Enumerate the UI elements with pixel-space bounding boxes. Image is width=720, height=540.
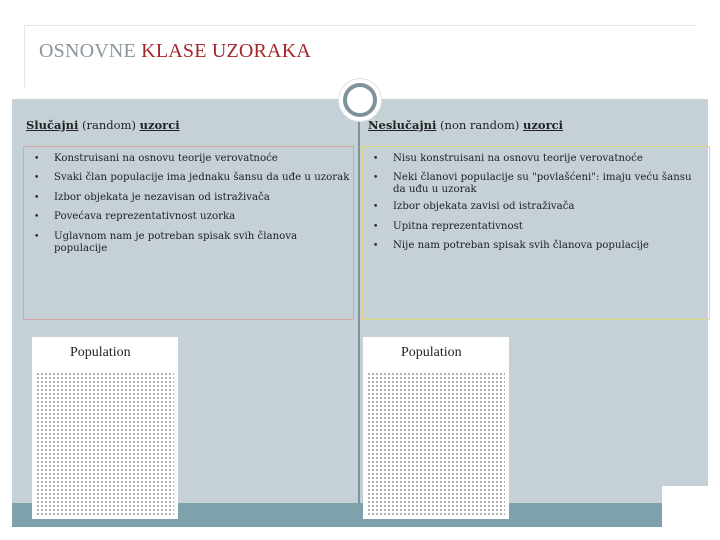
bullet-icon: •: [34, 212, 40, 223]
random-population-figure: [32, 337, 178, 519]
list-item: • Povećava reprezentativnost uzorka: [34, 211, 236, 223]
nonrandom-population-figure: [363, 337, 509, 519]
left-heading-bold: Slučajni: [26, 118, 79, 132]
right-column-heading: [368, 118, 563, 132]
list-item: • Nisu konstruisani na osnovu teorije verovatnoće: [373, 153, 643, 164]
bullet-icon: •: [373, 173, 379, 184]
title-part-1: OSNOVNE: [39, 40, 136, 62]
divider-ring-icon: [343, 83, 377, 117]
list-item: • Izbor objekata zavisi od istraživača: [373, 201, 575, 213]
population-label: Population: [401, 345, 462, 360]
list-item: • Neki članovi populacije su "povlašćeni": imaju veću šansu da uđu u uzorak: [373, 172, 692, 196]
bullet-icon: •: [34, 154, 40, 164]
right-heading-bold: Neslučajni: [368, 118, 437, 132]
nonrandom-samples-box: [362, 146, 710, 320]
bullet-icon: •: [373, 221, 379, 232]
left-heading-plain: (random): [78, 118, 140, 132]
slide-title: [39, 40, 311, 63]
left-column-heading: [26, 118, 180, 132]
list-item: • Upitna reprezentativnost: [373, 220, 523, 232]
right-heading-bold-2: uzorci: [523, 118, 564, 132]
list-item: • Konstruisani na osnovu teorije verovatnoće: [34, 153, 278, 164]
bullet-icon: •: [373, 241, 379, 252]
random-samples-list: [30, 153, 350, 262]
population-label: Population: [70, 345, 131, 360]
list-item: • Nije nam potreban spisak svih članova populacije: [373, 240, 649, 252]
corner-block: [662, 486, 720, 540]
bullet-icon: •: [34, 192, 40, 203]
right-heading-plain: (non random): [436, 118, 524, 132]
list-item: • Izbor objekata je nezavisan od istraživača: [34, 191, 270, 203]
bullet-icon: •: [373, 202, 379, 213]
bullet-icon: •: [34, 173, 40, 184]
title-part-2: KLASE UZORAKA: [141, 40, 311, 62]
bullet-icon: •: [34, 231, 40, 242]
nonrandom-samples-list: [369, 153, 703, 260]
list-item: • Svaki član populacije ima jednaku šansu da uđe u uzorak: [34, 172, 350, 184]
population-dots: [36, 372, 174, 515]
column-divider: [358, 111, 360, 503]
random-samples-box: [23, 146, 354, 320]
left-heading-bold-2: uzorci: [139, 118, 180, 132]
population-dots: [367, 372, 505, 515]
bullet-icon: •: [373, 154, 379, 164]
list-item: • Uglavnom nam je potreban spisak svih članova populacije: [34, 230, 298, 254]
